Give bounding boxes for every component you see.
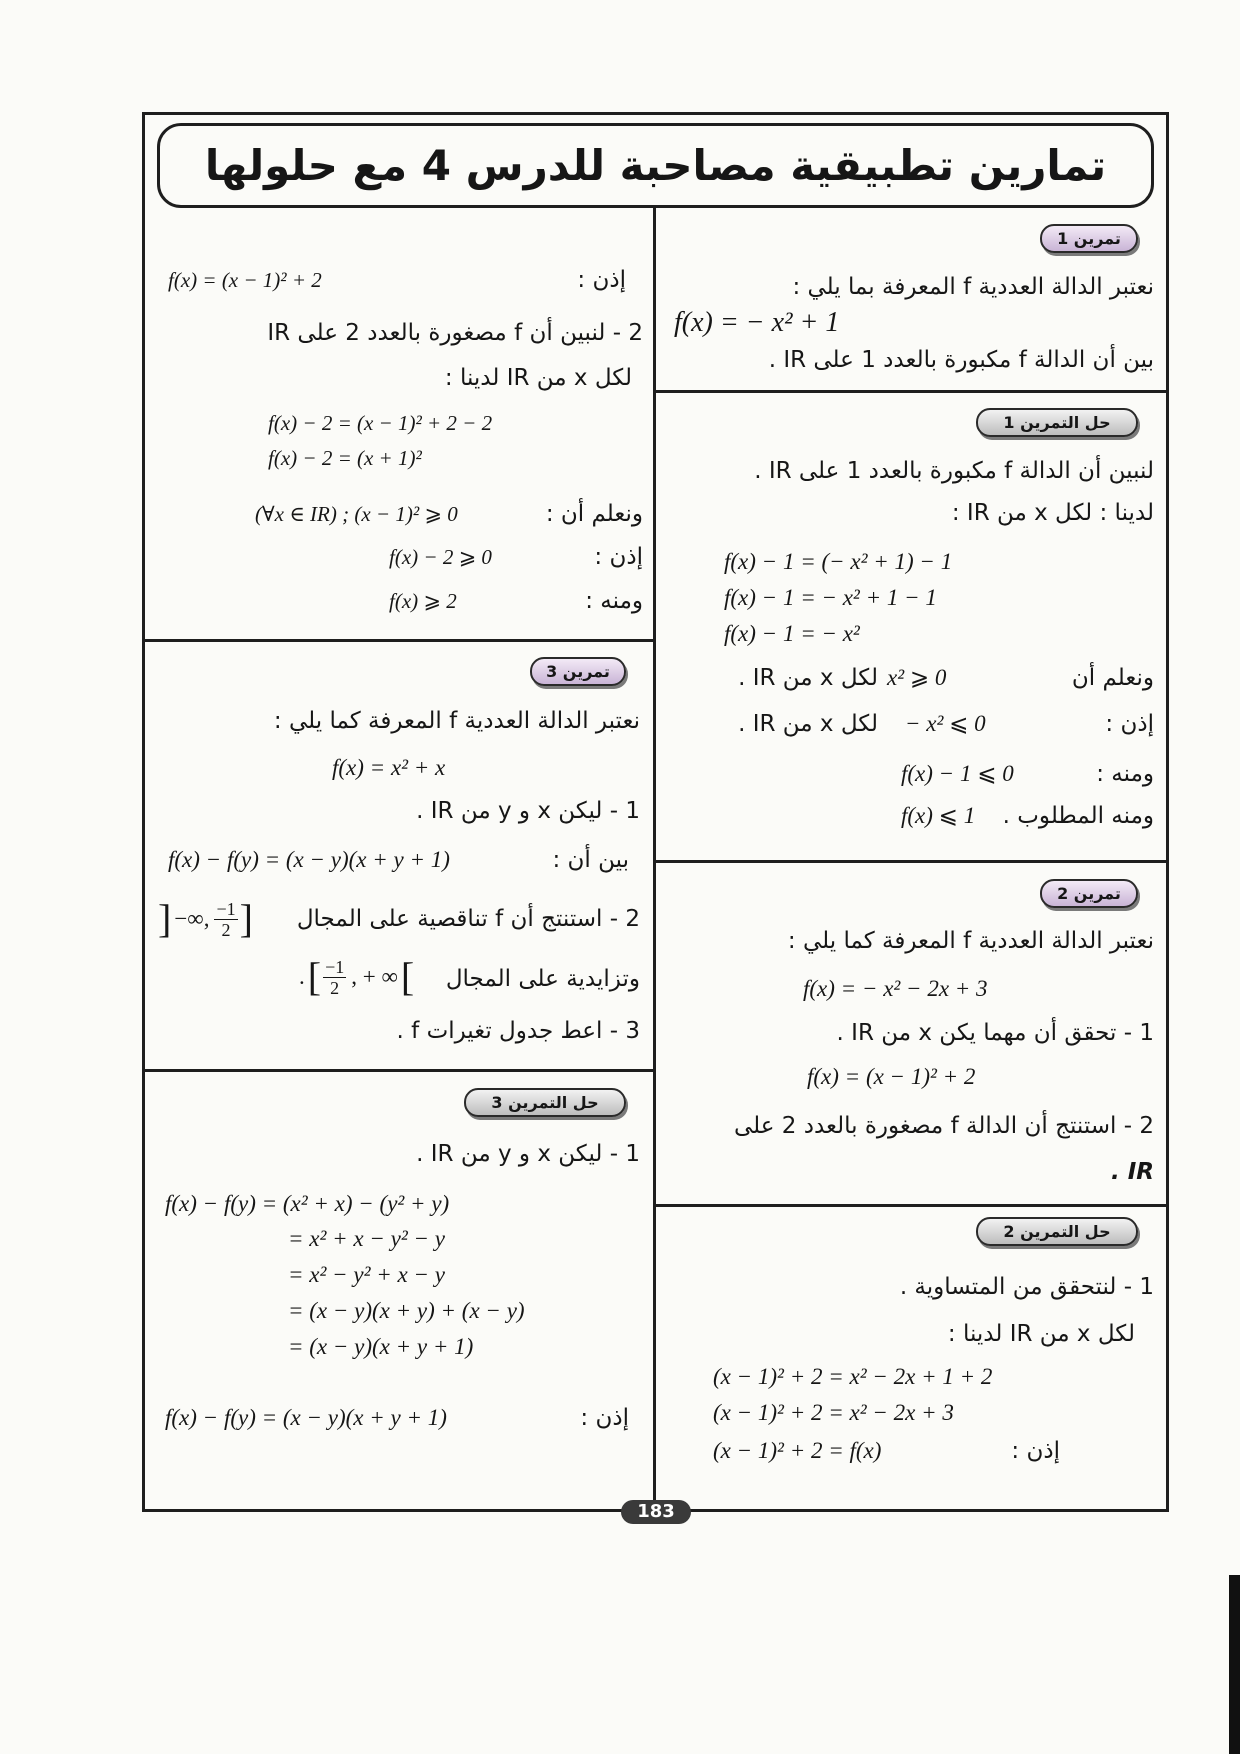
exercise-3-definition: f(x) = x² + x <box>332 755 446 780</box>
solution-1-given: لدينا : لكل x من IR : <box>951 500 1154 526</box>
interval-bracket: [ <box>400 954 415 999</box>
exercise-2-question-1-math: f(x) = (x − 1)² + 2 <box>807 1064 976 1089</box>
fraction-numerator: −1 <box>216 898 236 919</box>
fraction <box>214 899 237 940</box>
solution-2-cont-then2-label: إذن : <box>594 544 643 570</box>
section-divider <box>654 860 1169 863</box>
solution-3-step: 1 - ليكن x و y من IR . <box>416 1141 640 1167</box>
title-box <box>157 123 1154 208</box>
solution-1-then-tail: لكل x من IR . <box>738 711 878 737</box>
solution-1-known-label: ونعلم أن <box>1071 665 1154 691</box>
page-title: تمارين تطبيقية مصاحبة للدرس 4 مع حلولها <box>204 141 1107 190</box>
exercise-3-show-label: بين أن : <box>552 847 629 873</box>
exercise-3-question-1: 1 - ليكن x و y من IR . <box>416 798 640 824</box>
solution-1-goal: لنبين أن الدالة f مكبورة بالعدد 1 على IR . <box>754 458 1154 484</box>
exercise-2-badge: تمرين 2 <box>1040 879 1138 908</box>
solution-2-equation: (x − 1)² + 2 = x² − 2x + 1 + 2 <box>713 1364 993 1389</box>
exercise-2-question-2: 2 - استنتج أن الدالة f مصغورة بالعدد 2 على <box>733 1113 1154 1139</box>
page-number: 183 <box>621 1500 691 1524</box>
solution-3-badge: حل التمرين 3 <box>464 1088 626 1117</box>
solution-3-then-label: إذن : <box>580 1405 629 1431</box>
exercise-2-question-2-end: IR . <box>1110 1159 1154 1185</box>
exercise-1-intro: نعتبر الدالة العددية f المعرفة بما يلي : <box>792 274 1154 300</box>
solution-1-step: f(x) − 1 = (− x² + 1) − 1 <box>724 549 953 574</box>
solution-2-cont-hence-math: f(x) ⩾ 2 <box>389 589 457 613</box>
exercise-2-definition: f(x) = − x² − 2x + 3 <box>803 976 988 1001</box>
section-divider <box>654 390 1169 393</box>
solution-1-hence-math: f(x) − 1 ⩽ 0 <box>901 761 1014 786</box>
solution-1-known-tail: لكل x من IR . <box>738 665 878 691</box>
solution-3-then-math: f(x) − f(y) = (x − y)(x + y + 1) <box>165 1405 447 1430</box>
interval-bracket: ] <box>239 896 253 941</box>
solution-2-equation: (x − 1)² + 2 = f(x) <box>713 1438 882 1463</box>
solution-2-cont-then-label: إذن : <box>577 267 626 293</box>
solution-1-result-math: f(x) ⩽ 1 <box>901 803 976 828</box>
solution-3-equation: = (x − y)(x + y) + (x − y) <box>288 1298 525 1323</box>
solution-3-equation: = (x − y)(x + y + 1) <box>288 1334 474 1359</box>
fraction-denominator: 2 <box>330 977 340 998</box>
exercise-3-show-math: f(x) − f(y) = (x − y)(x + y + 1) <box>168 847 450 872</box>
interval-bound: , + ∞ <box>351 964 398 989</box>
fraction-numerator: −1 <box>325 956 345 977</box>
scan-edge-shadow <box>1229 1575 1240 1754</box>
exercise-1-badge: تمرين 1 <box>1040 224 1138 253</box>
solution-2-cont-then2-math: f(x) − 2 ⩾ 0 <box>389 545 492 569</box>
solution-3-equation: = x² + x − y² − y <box>288 1226 445 1251</box>
solution-2-badge: حل التمرين 2 <box>976 1217 1138 1246</box>
interval-bracket: ] <box>158 896 172 941</box>
section-divider <box>142 1069 654 1072</box>
solution-1-then-label: إذن : <box>1105 711 1154 737</box>
solution-2-cont-part-2: 2 - لنبين أن f مصغورة بالعدد 2 على IR <box>267 320 643 346</box>
increasing-interval <box>296 951 414 1003</box>
solution-1-step: f(x) − 1 = − x² + 1 − 1 <box>724 585 937 610</box>
exercise-1-question: بين أن الدالة f مكبورة بالعدد 1 على IR . <box>768 347 1154 373</box>
interval-bound: −∞, <box>174 906 210 931</box>
solution-1-hence-label: ومنه : <box>1096 761 1154 787</box>
solution-2-then-label: إذن : <box>1011 1438 1060 1464</box>
fraction <box>323 957 346 998</box>
fraction-denominator: 2 <box>221 919 231 940</box>
exercise-3-question-2: 2 - استنتج أن f تناقصية على المجال <box>296 906 640 932</box>
solution-2-cont-then-math: f(x) = (x − 1)² + 2 <box>168 268 322 292</box>
solution-1-known-math: x² ⩾ 0 <box>887 665 947 690</box>
exercise-3-question-3: 3 - اعط جدول تغيرات f . <box>396 1018 640 1044</box>
solution-2-cont-given: لكل x من IR لدينا : <box>444 365 632 391</box>
solution-2-step: 1 - لنتحقق من المتساوية . <box>899 1274 1154 1300</box>
solution-1-then-math: − x² ⩽ 0 <box>905 711 986 736</box>
interval-bracket: [ <box>307 954 322 999</box>
exercise-1-definition: f(x) = − x² + 1 <box>674 307 840 338</box>
solution-2-cont-step: f(x) − 2 = (x + 1)² <box>268 446 422 470</box>
exercise-3-question-2b: وتزايدية على المجال <box>445 966 640 992</box>
solution-2-cont-hence-label: ومنه : <box>585 588 643 614</box>
solution-2-cont-step: f(x) − 2 = (x − 1)² + 2 − 2 <box>268 411 493 435</box>
interval-period: . <box>299 964 305 989</box>
solution-2-equation: (x − 1)² + 2 = x² − 2x + 3 <box>713 1400 954 1425</box>
solution-3-equation: f(x) − f(y) = (x² + x) − (y² + y) <box>165 1191 450 1216</box>
solution-2-cont-known-math: (∀x ∈ IR) ; (x − 1)² ⩾ 0 <box>255 502 458 526</box>
exercise-3-intro: نعتبر الدالة العددية f المعرفة كما يلي : <box>273 708 640 734</box>
solution-3-equation: = x² − y² + x − y <box>288 1262 445 1287</box>
solution-2-given: لكل x من IR لدينا : <box>947 1321 1135 1347</box>
decreasing-interval <box>158 893 253 945</box>
section-divider <box>142 639 654 642</box>
solution-2-cont-known-label: ونعلم أن : <box>545 501 643 527</box>
exercise-3-badge: تمرين 3 <box>530 657 626 686</box>
solution-1-result-label: ومنه المطلوب . <box>1002 803 1154 829</box>
exercise-2-question-1: 1 - تحقق أن مهما يكن x من IR . <box>836 1020 1154 1046</box>
exercise-2-intro: نعتبر الدالة العددية f المعرفة كما يلي : <box>787 928 1154 954</box>
solution-1-step: f(x) − 1 = − x² <box>724 621 860 646</box>
solution-1-badge: حل التمرين 1 <box>976 408 1138 437</box>
section-divider <box>654 1204 1169 1207</box>
